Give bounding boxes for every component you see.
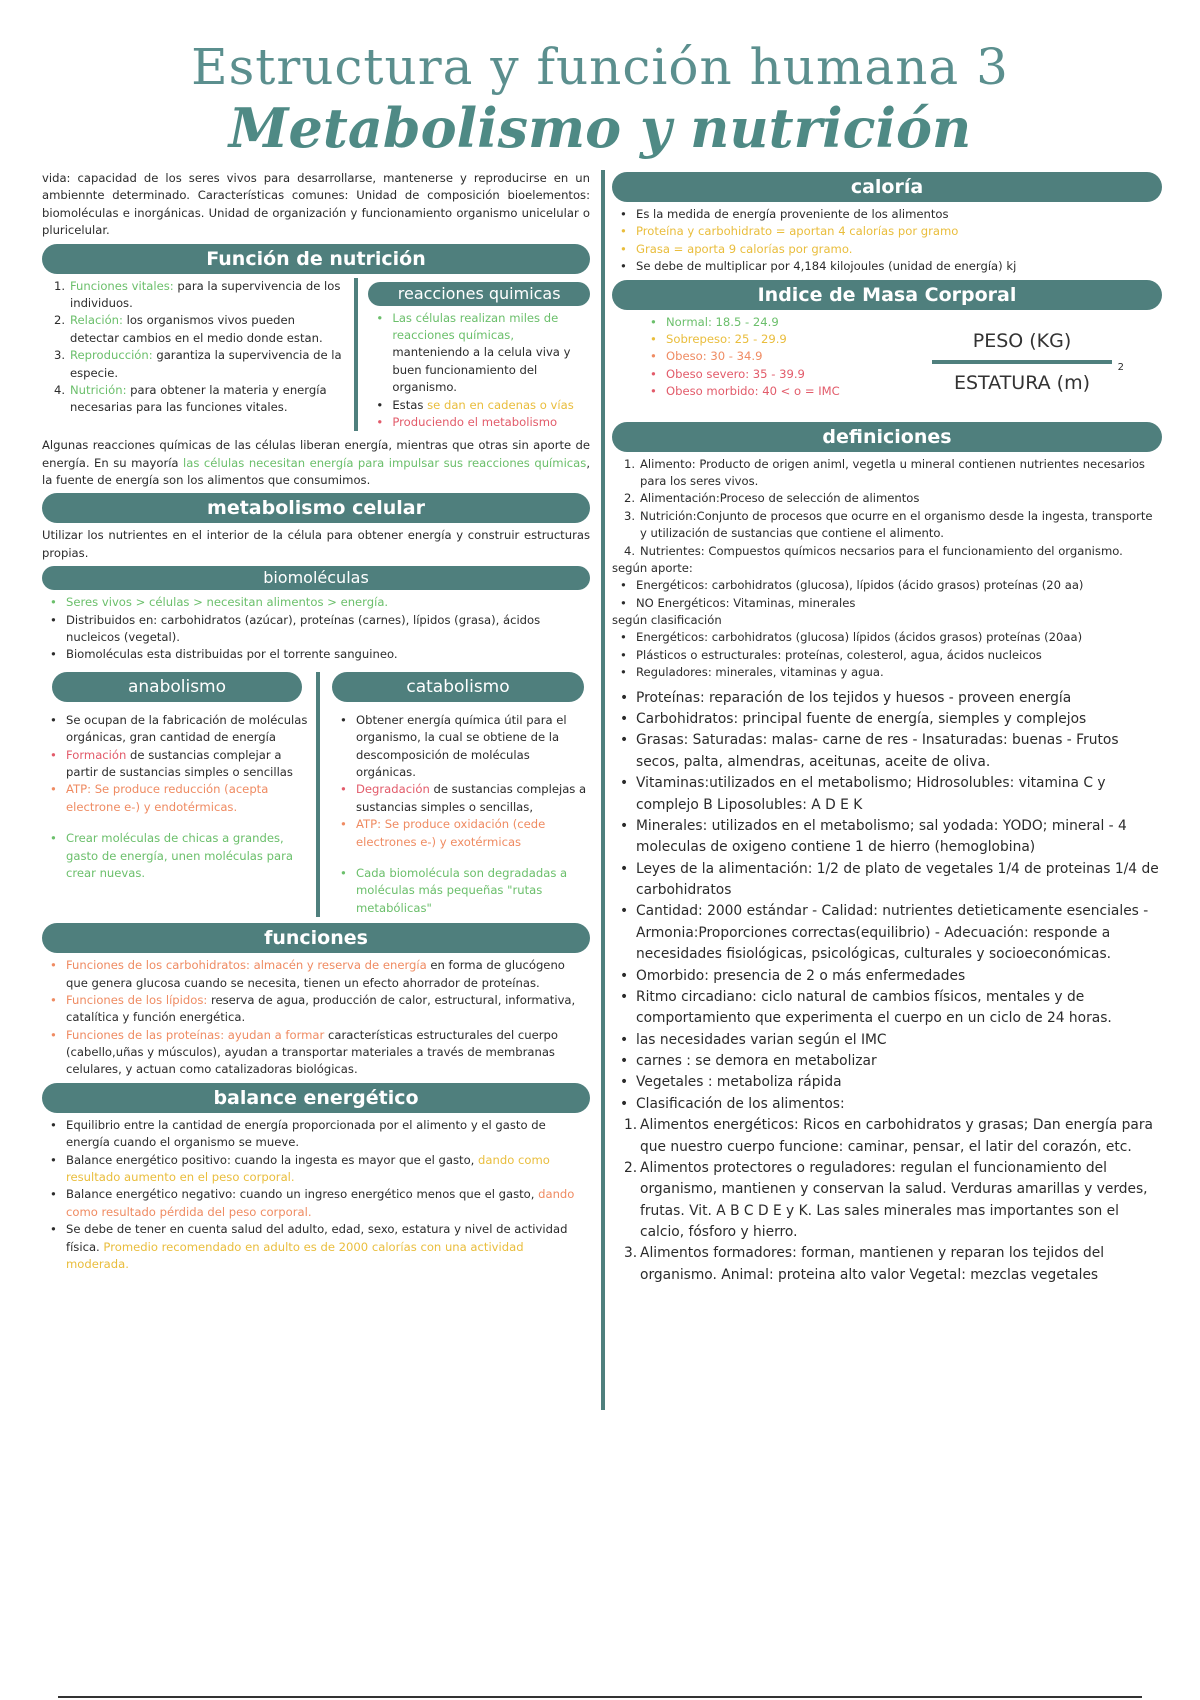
list-item: 3. Alimentos formadores: forman, mantienen y reparan los tejidos del organismo. Animal: proteina alto valor Vegetal: mezclas vegetales <box>624 1245 1105 1283</box>
list-item: • Minerales: utilizados en el metabolismo; sal yodada: YODO; mineral - 4 moleculas de oxigeno contiene 1 de hierro (hemoglobina) <box>612 816 1162 859</box>
nutricion-list <box>42 278 346 417</box>
list-item: • Degradación de sustancias complejas a sustancias simples o sencillas, <box>332 781 590 816</box>
list-item: 2. Alimentos protectores o reguladores: regulan el funcionamiento del organismo, mantienen y conservan la salud. Verduras amarillas y verdes, frutas. Vit. A B C D E y K. Las sales minerales mas importantes son el calcio, fósforo y hierro. <box>624 1159 1148 1241</box>
anabolismo-list <box>42 712 308 883</box>
list-item: • ATP: Se produce reducción (acepta electrone e-) y endotérmicas. <box>42 781 308 816</box>
list-item: 2. Alimentación:Proceso de selección de alimentos <box>624 491 920 506</box>
list-item: • NO Energéticos: Vitaminas, minerales <box>612 595 1162 612</box>
left-column <box>42 170 590 1273</box>
list-item: • Distribuidos en: carbohidratos (azúcar), proteínas (carnes), lípidos (grasa), ácidos nucleicos (vegetal). <box>42 612 590 647</box>
list-item: • Leyes de la alimentación: 1/2 de plato de vegetales 1/4 de proteinas 1/4 de carbohidratos <box>612 859 1162 902</box>
list-item: • Seres vivos > células > necesitan alimentos > energía. <box>42 594 590 611</box>
list-item: • Cantidad: 2000 estándar - Calidad: nutrientes detieticamente esenciales - Armonia:Proporciones correctas(equilibrio) - Adecuación: responde a necesidades fisiológicas, psicológicas, culturales y socioeconómicas. <box>612 901 1162 965</box>
list-item: • Proteína y carbohidrato = aportan 4 calorías por gramo <box>612 223 1162 240</box>
formula-exponent: 2 <box>1117 361 1124 373</box>
section-heading-balance: balance energético <box>42 1083 590 1113</box>
section-heading-funciones: funciones <box>42 923 590 953</box>
metabolismo-text: Utilizar los nutrientes en el interior de la célula para obtener energía y construir estructuras propias. <box>42 528 590 560</box>
reacciones-note: Algunas reacciones químicas de las células liberan energía, mientras que otras sin aporte de energía. En su mayoría las células necesitan energía para impulsar sus reacciones químicas, la fuente de energía son los alimentos que consumimos. <box>42 438 590 488</box>
section-heading-definiciones: definiciones <box>612 422 1162 452</box>
caloria-list <box>612 206 1162 276</box>
section-heading-nutricion: Función de nutrición <box>42 244 590 274</box>
clasificacion-list <box>612 629 1162 681</box>
list-item: • Proteínas: reparación de los tejidos y huesos - proveen energía <box>612 688 1162 709</box>
list-item: 1. Alimento: Producto de origen animl, vegetla u mineral contienen nutrientes necesarios para los seres vivos. <box>624 456 1145 488</box>
list-item: • carnes : se demora en metabolizar <box>612 1051 1162 1072</box>
nutricion-block <box>42 278 590 432</box>
imc-block <box>612 314 1162 418</box>
list-item: • Crear moléculas de chicas a grandes, gasto de energía, unen moléculas para crear nuevas. <box>42 830 308 882</box>
list-item: • Se debe de tener en cuenta salud del adulto, edad, sexo, estatura y nivel de actividad física. Promedio recomendado en adulto es de 2000 calorías con una actividad moderada. <box>42 1221 590 1273</box>
section-heading-imc: Indice de Masa Corporal <box>612 280 1162 310</box>
list-item: 3. Nutrición:Conjunto de procesos que ocurre en el organismo desde la ingesta, transporte y utilización de sustancias que contiene el alimento. <box>624 508 1153 541</box>
list-item: • Biomoléculas esta distribuidas por el torrente sanguineo. <box>42 646 590 663</box>
list-item: 1. Funciones vitales: para la supervivencia de los individuos. <box>54 278 341 310</box>
list-item: • Omorbido: presencia de 2 o más enfermedades <box>612 966 1162 987</box>
list-item: • Energéticos: carbohidratos (glucosa) lípidos (ácidos grasos) proteínas (20aa) <box>612 629 1162 646</box>
intro-text: vida: capacidad de los seres vivos para desarrollarse, mantenerse y reproducirse en un ambiennte determinado. Características comunes: Unidad de composición bioelementos: biomoléculas e inorgánicas. Unidad de organización y funcionamiento organismo unicelular o pluricelular. <box>42 171 590 238</box>
list-item: • las necesidades varian según el IMC <box>612 1030 1162 1051</box>
list-item: • Vitaminas:utilizados en el metabolismo; Hidrosolubles: vitamina C y complejo B Liposolubles: A D E K <box>612 773 1162 816</box>
list-item: • Estas se dan en cadenas o vías <box>368 397 590 414</box>
list-item: • Cada biomolécula son degradadas a moléculas más pequeñas "rutas metabólicas" <box>332 865 590 917</box>
imc-formula <box>932 324 1124 400</box>
list-item: • Funciones de los lípidos: reserva de agua, producción de calor, estructural, informativa, catalítica y función energética. <box>42 992 590 1027</box>
bottom-rule <box>58 1696 1142 1698</box>
imc-list <box>642 314 912 401</box>
aporte-label: según aporte: <box>612 560 693 575</box>
reacciones-heading: reacciones quimicas <box>368 282 590 306</box>
ana-cata-block <box>42 672 590 917</box>
balance-list <box>42 1117 590 1274</box>
formula-numerator: PESO (KG) <box>972 329 1072 352</box>
list-item: • Obtener energía química útil para el organismo, la cual se obtiene de la descomposición de moléculas orgánicas. <box>332 712 590 782</box>
list-item: • Obeso morbido: 40 < o = IMC <box>642 383 912 400</box>
page-subtitle: Metabolismo y nutrición <box>228 96 972 160</box>
list-item: • Las células realizan miles de reacciones químicas, manteniendo a la celula viva y buen funcionamiento del organismo. <box>368 310 590 397</box>
section-heading-metabolismo: metabolismo celular <box>42 493 590 523</box>
formula-denominator: ESTATURA (m) <box>953 371 1091 394</box>
section-heading-caloria: caloría <box>612 172 1162 202</box>
list-item: • Clasificación de los alimentos: <box>612 1094 1162 1115</box>
catabolismo-list <box>332 712 590 917</box>
list-item: • ATP: Se produce oxidación (cede electrones e-) y exotérmicas <box>332 816 590 851</box>
list-item: • Grasas: Saturadas: malas- carne de res - Insaturadas: buenas - Frutos secos, palta, almendras, aceitunas, aceite de oliva. <box>612 730 1162 773</box>
column-divider <box>601 170 605 1410</box>
list-item: • Se debe de multiplicar por 4,184 kilojoules (unidad de energía) kj <box>612 258 1162 275</box>
aporte-list <box>612 577 1162 612</box>
fraction-bar <box>932 360 1112 364</box>
clasificacion-label: según clasificación <box>612 613 722 628</box>
list-item: 1. Alimentos energéticos: Ricos en carbohidratos y grasas; Dan energía para que nuestro cuerpo funcione: caminar, pensar, el latir del corazón, etc. <box>624 1117 1153 1155</box>
notes-list <box>612 688 1162 1116</box>
list-item: • Equilibrio entre la cantidad de energía proporcionada por el alimento y el gasto de energía cuando el organismo se mueve. <box>42 1117 590 1152</box>
list-item: • Se ocupan de la fabricación de moléculas orgánicas, gran cantidad de energía <box>42 712 308 747</box>
list-item: • Ritmo circadiano: ciclo natural de cambios físicos, mentales y de comportamiento que experimenta el cuerpo en un ciclo de 24 horas. <box>612 987 1162 1030</box>
definiciones-list <box>612 456 1162 560</box>
list-item: • Energéticos: carbohidratos (glucosa), lípidos (ácido grasos) proteínas (20 aa) <box>612 577 1162 594</box>
reacciones-list <box>368 310 590 432</box>
list-item: • Balance energético negativo: cuando un ingreso energético menos que el gasto, dando como resultado pérdida del peso corporal. <box>42 1186 590 1221</box>
list-item: • Carbohidratos: principal fuente de energía, siemples y complejos <box>612 709 1162 730</box>
list-item: 2. Relación: los organismos vivos pueden detectar cambios en el medio donde estan. <box>54 313 323 345</box>
anabolismo-heading: anabolismo <box>52 672 302 702</box>
list-item: • Balance energético positivo: cuando la ingesta es mayor que el gasto, dando como resultado aumento en el peso corporal. <box>42 1152 590 1187</box>
page-title: Estructura y función humana 3 <box>191 38 1009 96</box>
list-item: • Grasa = aporta 9 calorías por gramo. <box>612 241 1162 258</box>
list-item: • Vegetales : metaboliza rápida <box>612 1072 1162 1093</box>
clasificacion-alimentos-list <box>612 1115 1162 1286</box>
right-column <box>612 170 1162 1286</box>
list-item: 4. Nutrición: para obtener la materia y energía necesarias para las funciones vitales. <box>54 382 327 415</box>
list-item: • Produciendo el metabolismo <box>368 414 590 431</box>
list-item: 3. Reproducción: garantiza la supervivencia de la especie. <box>54 348 342 380</box>
list-item: • Sobrepeso: 25 - 29.9 <box>642 331 912 348</box>
list-item: • Plásticos o estructurales: proteínas, colesterol, agua, ácidos nucleicos <box>612 647 1162 664</box>
list-item: • Reguladores: minerales, vitaminas y agua. <box>612 664 1162 681</box>
list-item: • Normal: 18.5 - 24.9 <box>642 314 912 331</box>
list-item: 4. Nutrientes: Compuestos químicos necsarios para el funcionamiento del organismo. <box>624 543 1123 558</box>
biomoleculas-list <box>42 594 590 664</box>
list-item: • Es la medida de energía proveniente de los alimentos <box>612 206 1162 223</box>
list-item: • Obeso severo: 35 - 39.9 <box>642 366 912 383</box>
list-item: • Funciones de las proteínas: ayudan a formar características estructurales del cuerpo (cabello,uñas y músculos), ayudan a transportar materiales a través de membranas celulares, y actuan como catalizadoras biológicas. <box>42 1027 590 1079</box>
catabolismo-heading: catabolismo <box>332 672 584 702</box>
list-item: • Funciones de los carbohidratos: almacén y reserva de energía en forma de glucógeno que genera glucosa cuando se necesita, tienen un efecto ahorrador de proteínas. <box>42 957 590 992</box>
funciones-list <box>42 957 590 1079</box>
biomoleculas-heading: biomoléculas <box>42 566 590 590</box>
list-item: • Obeso: 30 - 34.9 <box>642 348 912 365</box>
list-item: • Formación de sustancias complejar a partir de sustancias simples o sencillas <box>42 747 308 782</box>
